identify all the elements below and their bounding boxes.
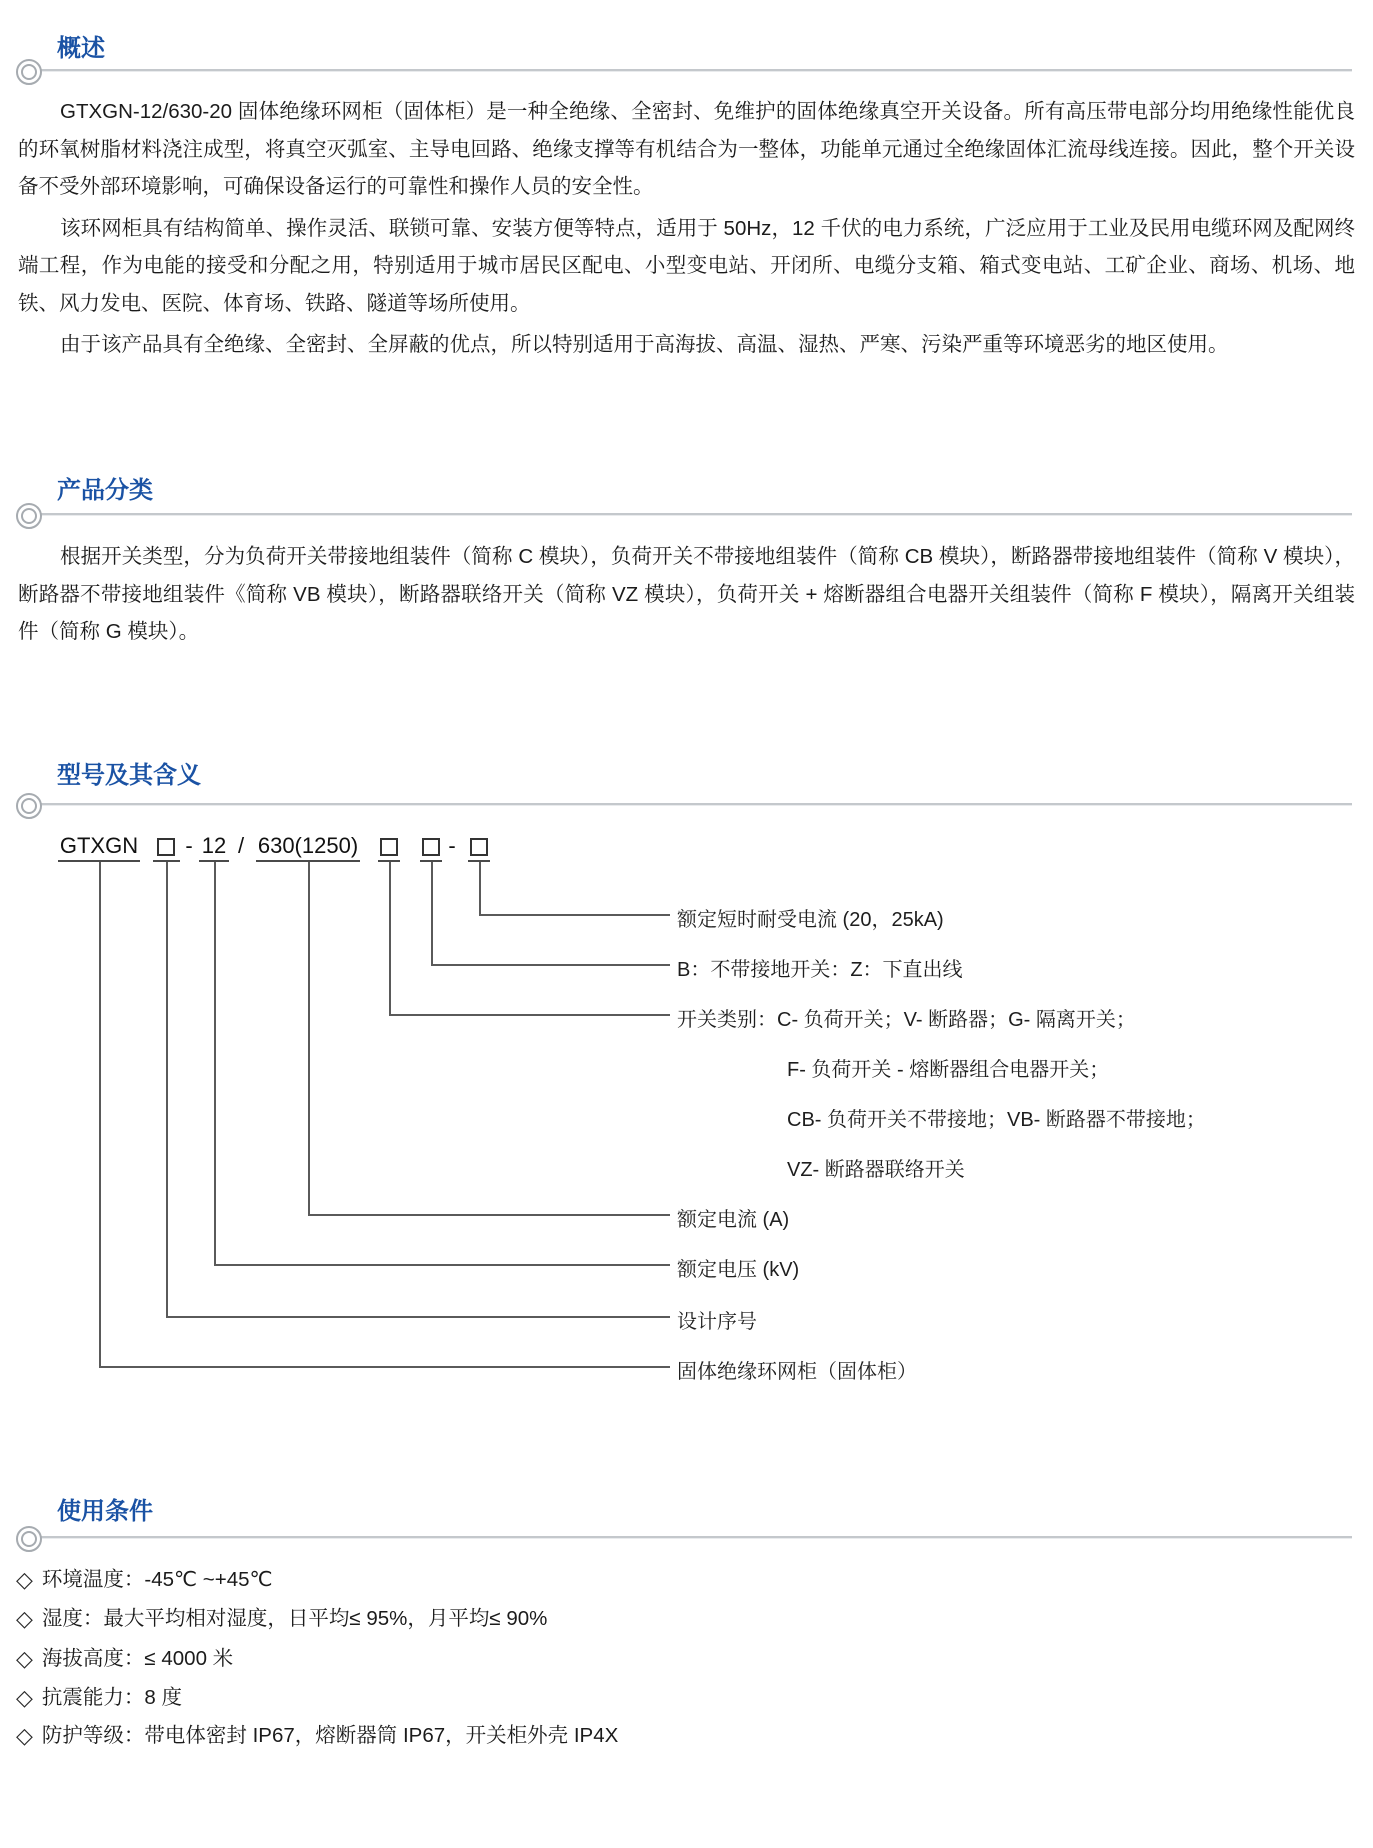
ring-inner-circle: [21, 64, 37, 80]
model-label-short-current: 额定短时耐受电流 (20，25kA): [677, 909, 944, 931]
condition-item-seismic: [16, 1684, 182, 1712]
model-label-switch-type-f: F- 负荷开关 - 熔断器组合电器开关；: [787, 1059, 1110, 1081]
connector-hline-current: [308, 1214, 670, 1216]
model-label-rated-voltage: 额定电压 (kV): [677, 1259, 800, 1281]
condition-text: 防护等级：带电体密封 IP67，熔断器筒 IP67，开关柜外壳 IP4X: [41, 1724, 619, 1747]
model-segment-dash1: -: [185, 833, 193, 858]
diamond-bullet-icon: ◇: [16, 1567, 33, 1592]
connector-hline-prefix: [99, 1366, 670, 1368]
ring-icon: [16, 1526, 42, 1552]
classification-paragraphs: [18, 538, 1355, 651]
overview-paragraphs: [18, 93, 1355, 364]
model-label-earthing: B：不带接地开关：Z：下直出线: [677, 959, 963, 981]
connector-vline-current: [308, 862, 310, 1214]
connector-vline-switch-type: [389, 862, 391, 1014]
condition-text: 湿度：最大平均相对湿度，日平均≤ 95%，月平均≤ 90%: [41, 1607, 548, 1630]
condition-item-altitude: [16, 1645, 233, 1673]
connector-hline-earthing: [431, 964, 670, 966]
model-box-earthing: [422, 838, 440, 856]
diamond-bullet-icon: ◇: [16, 1685, 33, 1710]
model-segment-dash2: -: [448, 833, 456, 858]
model-label-switch-type-cb-vb: CB- 负荷开关不带接地；VB- 断路器不带接地；: [787, 1109, 1206, 1131]
model-segment-current: 630(1250): [256, 832, 360, 862]
model-box-short-current: [470, 838, 488, 856]
model-segment-slash: /: [237, 833, 245, 858]
classification-paragraph: 根据开关类型，分为负荷开关带接地组装件（简称 C 模块），负荷开关不带接地组装件（简称 CB 模块），断路器带接地组装件（简称 V 模块），断路器不带接地组装件《简称 VB 模块），断路器联络开关（简称 VZ 模块），负荷开关 + 熔断器组合电器开关组装件（简称 F 模块），隔离开关组装件（简称 G 模块）。: [18, 545, 1355, 643]
diamond-bullet-icon: ◇: [16, 1723, 33, 1748]
condition-text: 抗震能力：8 度: [41, 1686, 183, 1709]
section-divider: [38, 513, 1352, 516]
model-label-switch-type-vz: VZ- 断路器联络开关: [787, 1159, 965, 1181]
section-title-classification: 产品分类: [57, 477, 153, 504]
connector-vline-earthing: [431, 862, 433, 964]
connector-hline-voltage: [214, 1264, 670, 1266]
condition-text: 海拔高度：≤ 4000 米: [41, 1647, 234, 1670]
condition-item-humidity: [16, 1605, 547, 1633]
section-title-overview: 概述: [57, 35, 105, 62]
connector-hline-short-current: [479, 914, 670, 916]
connector-vline-prefix: [99, 862, 101, 1366]
overview-paragraph-3: 由于该产品具有全绝缘、全密封、全屏蔽的优点，所以特别适用于高海拔、高温、湿热、严寒、污染严重等环境恶劣的地区使用。: [60, 333, 1229, 356]
connector-hline-switch-type: [389, 1014, 670, 1016]
overview-paragraph-2: 该环网柜具有结构简单、操作灵活、联锁可靠、安装方便等特点，适用于 50Hz，12 千伏的电力系统，广泛应用于工业及民用电缆环网及配网终端工程，作为电能的接受和分配之用，特别适用于城市居民区配电、小型变电站、开闭所、电缆分支箱、箱式变电站、工矿企业、商场、机场、地铁、风力发电、医院、体育场、铁路、隧道等场所使用。: [18, 216, 1355, 315]
ring-icon: [16, 793, 42, 819]
section-title-model: 型号及其含义: [57, 762, 201, 789]
diamond-bullet-icon: ◇: [16, 1606, 33, 1631]
condition-item-protection: [16, 1722, 618, 1750]
model-box-switch-type: [380, 838, 398, 856]
model-label-product-name: 固体绝缘环网柜（固体柜）: [677, 1361, 917, 1383]
section-divider: [38, 69, 1352, 72]
ring-inner-circle: [21, 798, 37, 814]
model-segment-voltage: 12: [199, 832, 229, 862]
model-label-design-serial: 设计序号: [677, 1311, 757, 1333]
connector-vline-voltage: [214, 862, 216, 1264]
connector-vline-design: [166, 862, 168, 1316]
model-label-rated-current: 额定电流 (A): [677, 1209, 790, 1231]
overview-paragraph-1: GTXGN-12/630-20 固体绝缘环网柜（固体柜）是一种全绝缘、全密封、免维护的固体绝缘真空开关设备。所有高压带电部分均用绝缘性能优良的环氧树脂材料浇注成型，将真空灭弧室、主导电回路、绝缘支撑等有机结合为一整体，功能单元通过全绝缘固体汇流母线连接。因此，整个开关设备不受外部环境影响，可确保设备运行的可靠性和操作人员的安全性。: [18, 100, 1355, 198]
model-box-design: [157, 838, 175, 856]
ring-inner-circle: [21, 1531, 37, 1547]
model-label-switch-type: 开关类别：C- 负荷开关；V- 断路器；G- 隔离开关；: [677, 1009, 1136, 1031]
ring-inner-circle: [21, 508, 37, 524]
ring-icon: [16, 503, 42, 529]
section-divider: [38, 803, 1352, 806]
diamond-bullet-icon: ◇: [16, 1646, 33, 1671]
connector-vline-short-current: [479, 862, 481, 914]
section-divider: [38, 1536, 1352, 1539]
connector-hline-design: [166, 1316, 670, 1318]
section-title-conditions: 使用条件: [57, 1498, 153, 1525]
model-segment-prefix: GTXGN: [58, 832, 140, 862]
ring-icon: [16, 59, 42, 85]
condition-text: 环境温度：-45℃ ~+45℃: [41, 1568, 273, 1591]
condition-item-temperature: [16, 1566, 273, 1594]
